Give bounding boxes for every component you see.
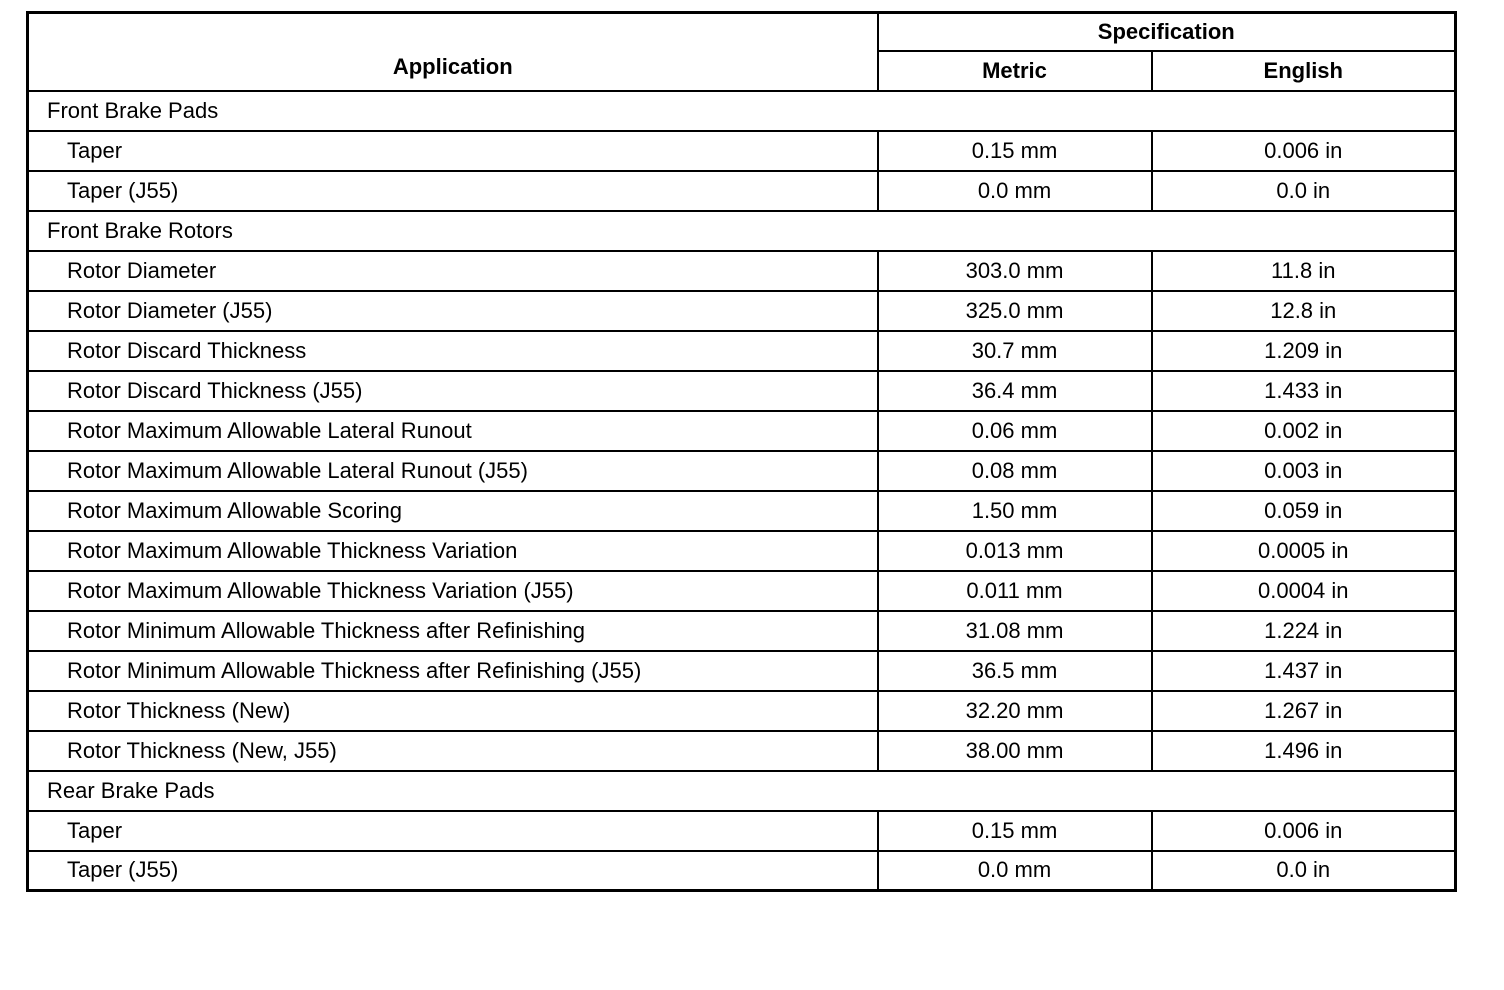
english-cell: 1.496 in — [1152, 731, 1456, 771]
metric-cell: 325.0 mm — [878, 291, 1152, 331]
table-row — [28, 171, 1456, 211]
specification-header: Specification — [878, 13, 1456, 51]
metric-header: Metric — [878, 51, 1152, 91]
table-row — [28, 451, 1456, 491]
english-cell: 0.0004 in — [1152, 571, 1456, 611]
metric-cell: 30.7 mm — [878, 331, 1152, 371]
english-cell: 0.003 in — [1152, 451, 1456, 491]
application-header: Application — [28, 13, 878, 91]
metric-cell: 0.06 mm — [878, 411, 1152, 451]
english-cell: 1.267 in — [1152, 691, 1456, 731]
table-row — [28, 411, 1456, 451]
table-row — [28, 371, 1456, 411]
table-row — [28, 571, 1456, 611]
english-cell: 1.224 in — [1152, 611, 1456, 651]
english-cell: 12.8 in — [1152, 291, 1456, 331]
table-row — [28, 691, 1456, 731]
application-cell: Rotor Minimum Allowable Thickness after Refinishing (J55) — [28, 651, 878, 691]
table-row — [28, 251, 1456, 291]
table-body — [28, 91, 1456, 891]
english-cell: 1.437 in — [1152, 651, 1456, 691]
table-row — [28, 531, 1456, 571]
english-cell: 1.209 in — [1152, 331, 1456, 371]
table-row — [28, 491, 1456, 531]
english-cell: 0.0 in — [1152, 171, 1456, 211]
section-title: Front Brake Pads — [28, 91, 1456, 131]
english-cell: 0.006 in — [1152, 811, 1456, 851]
metric-cell: 0.0 mm — [878, 851, 1152, 891]
metric-cell: 0.15 mm — [878, 811, 1152, 851]
application-cell: Rotor Thickness (New) — [28, 691, 878, 731]
application-cell: Rotor Maximum Allowable Scoring — [28, 491, 878, 531]
metric-cell: 32.20 mm — [878, 691, 1152, 731]
metric-cell: 0.0 mm — [878, 171, 1152, 211]
application-cell: Taper (J55) — [28, 171, 878, 211]
application-cell: Taper (J55) — [28, 851, 878, 891]
metric-cell: 303.0 mm — [878, 251, 1152, 291]
section-title: Front Brake Rotors — [28, 211, 1456, 251]
table-row — [28, 811, 1456, 851]
english-cell: 0.0005 in — [1152, 531, 1456, 571]
english-cell: 0.002 in — [1152, 411, 1456, 451]
english-cell: 11.8 in — [1152, 251, 1456, 291]
table-row — [28, 331, 1456, 371]
table-row — [28, 731, 1456, 771]
application-cell: Rotor Diameter (J55) — [28, 291, 878, 331]
application-cell: Rotor Discard Thickness (J55) — [28, 371, 878, 411]
application-cell: Rotor Discard Thickness — [28, 331, 878, 371]
application-cell: Rotor Maximum Allowable Thickness Variation (J55) — [28, 571, 878, 611]
english-cell: 1.433 in — [1152, 371, 1456, 411]
brake-specification-table — [26, 11, 1457, 892]
application-cell: Rotor Maximum Allowable Lateral Runout (J55) — [28, 451, 878, 491]
metric-cell: 0.011 mm — [878, 571, 1152, 611]
section-row-front-brake-pads — [28, 91, 1456, 131]
section-row-rear-brake-pads — [28, 771, 1456, 811]
english-cell: 0.006 in — [1152, 131, 1456, 171]
metric-cell: 0.013 mm — [878, 531, 1152, 571]
section-row-front-brake-rotors — [28, 211, 1456, 251]
table-row — [28, 611, 1456, 651]
application-cell: Taper — [28, 811, 878, 851]
metric-cell: 31.08 mm — [878, 611, 1152, 651]
application-cell: Rotor Maximum Allowable Lateral Runout — [28, 411, 878, 451]
application-cell: Rotor Thickness (New, J55) — [28, 731, 878, 771]
table-row — [28, 291, 1456, 331]
application-cell: Rotor Maximum Allowable Thickness Variation — [28, 531, 878, 571]
english-cell: 0.0 in — [1152, 851, 1456, 891]
table-row — [28, 851, 1456, 891]
section-title: Rear Brake Pads — [28, 771, 1456, 811]
metric-cell: 38.00 mm — [878, 731, 1152, 771]
english-cell: 0.059 in — [1152, 491, 1456, 531]
table-row — [28, 651, 1456, 691]
metric-cell: 0.08 mm — [878, 451, 1152, 491]
metric-cell: 36.4 mm — [878, 371, 1152, 411]
application-cell: Rotor Diameter — [28, 251, 878, 291]
application-cell: Rotor Minimum Allowable Thickness after Refinishing — [28, 611, 878, 651]
table-row — [28, 131, 1456, 171]
metric-cell: 1.50 mm — [878, 491, 1152, 531]
metric-cell: 36.5 mm — [878, 651, 1152, 691]
english-header: English — [1152, 51, 1456, 91]
application-cell: Taper — [28, 131, 878, 171]
metric-cell: 0.15 mm — [878, 131, 1152, 171]
